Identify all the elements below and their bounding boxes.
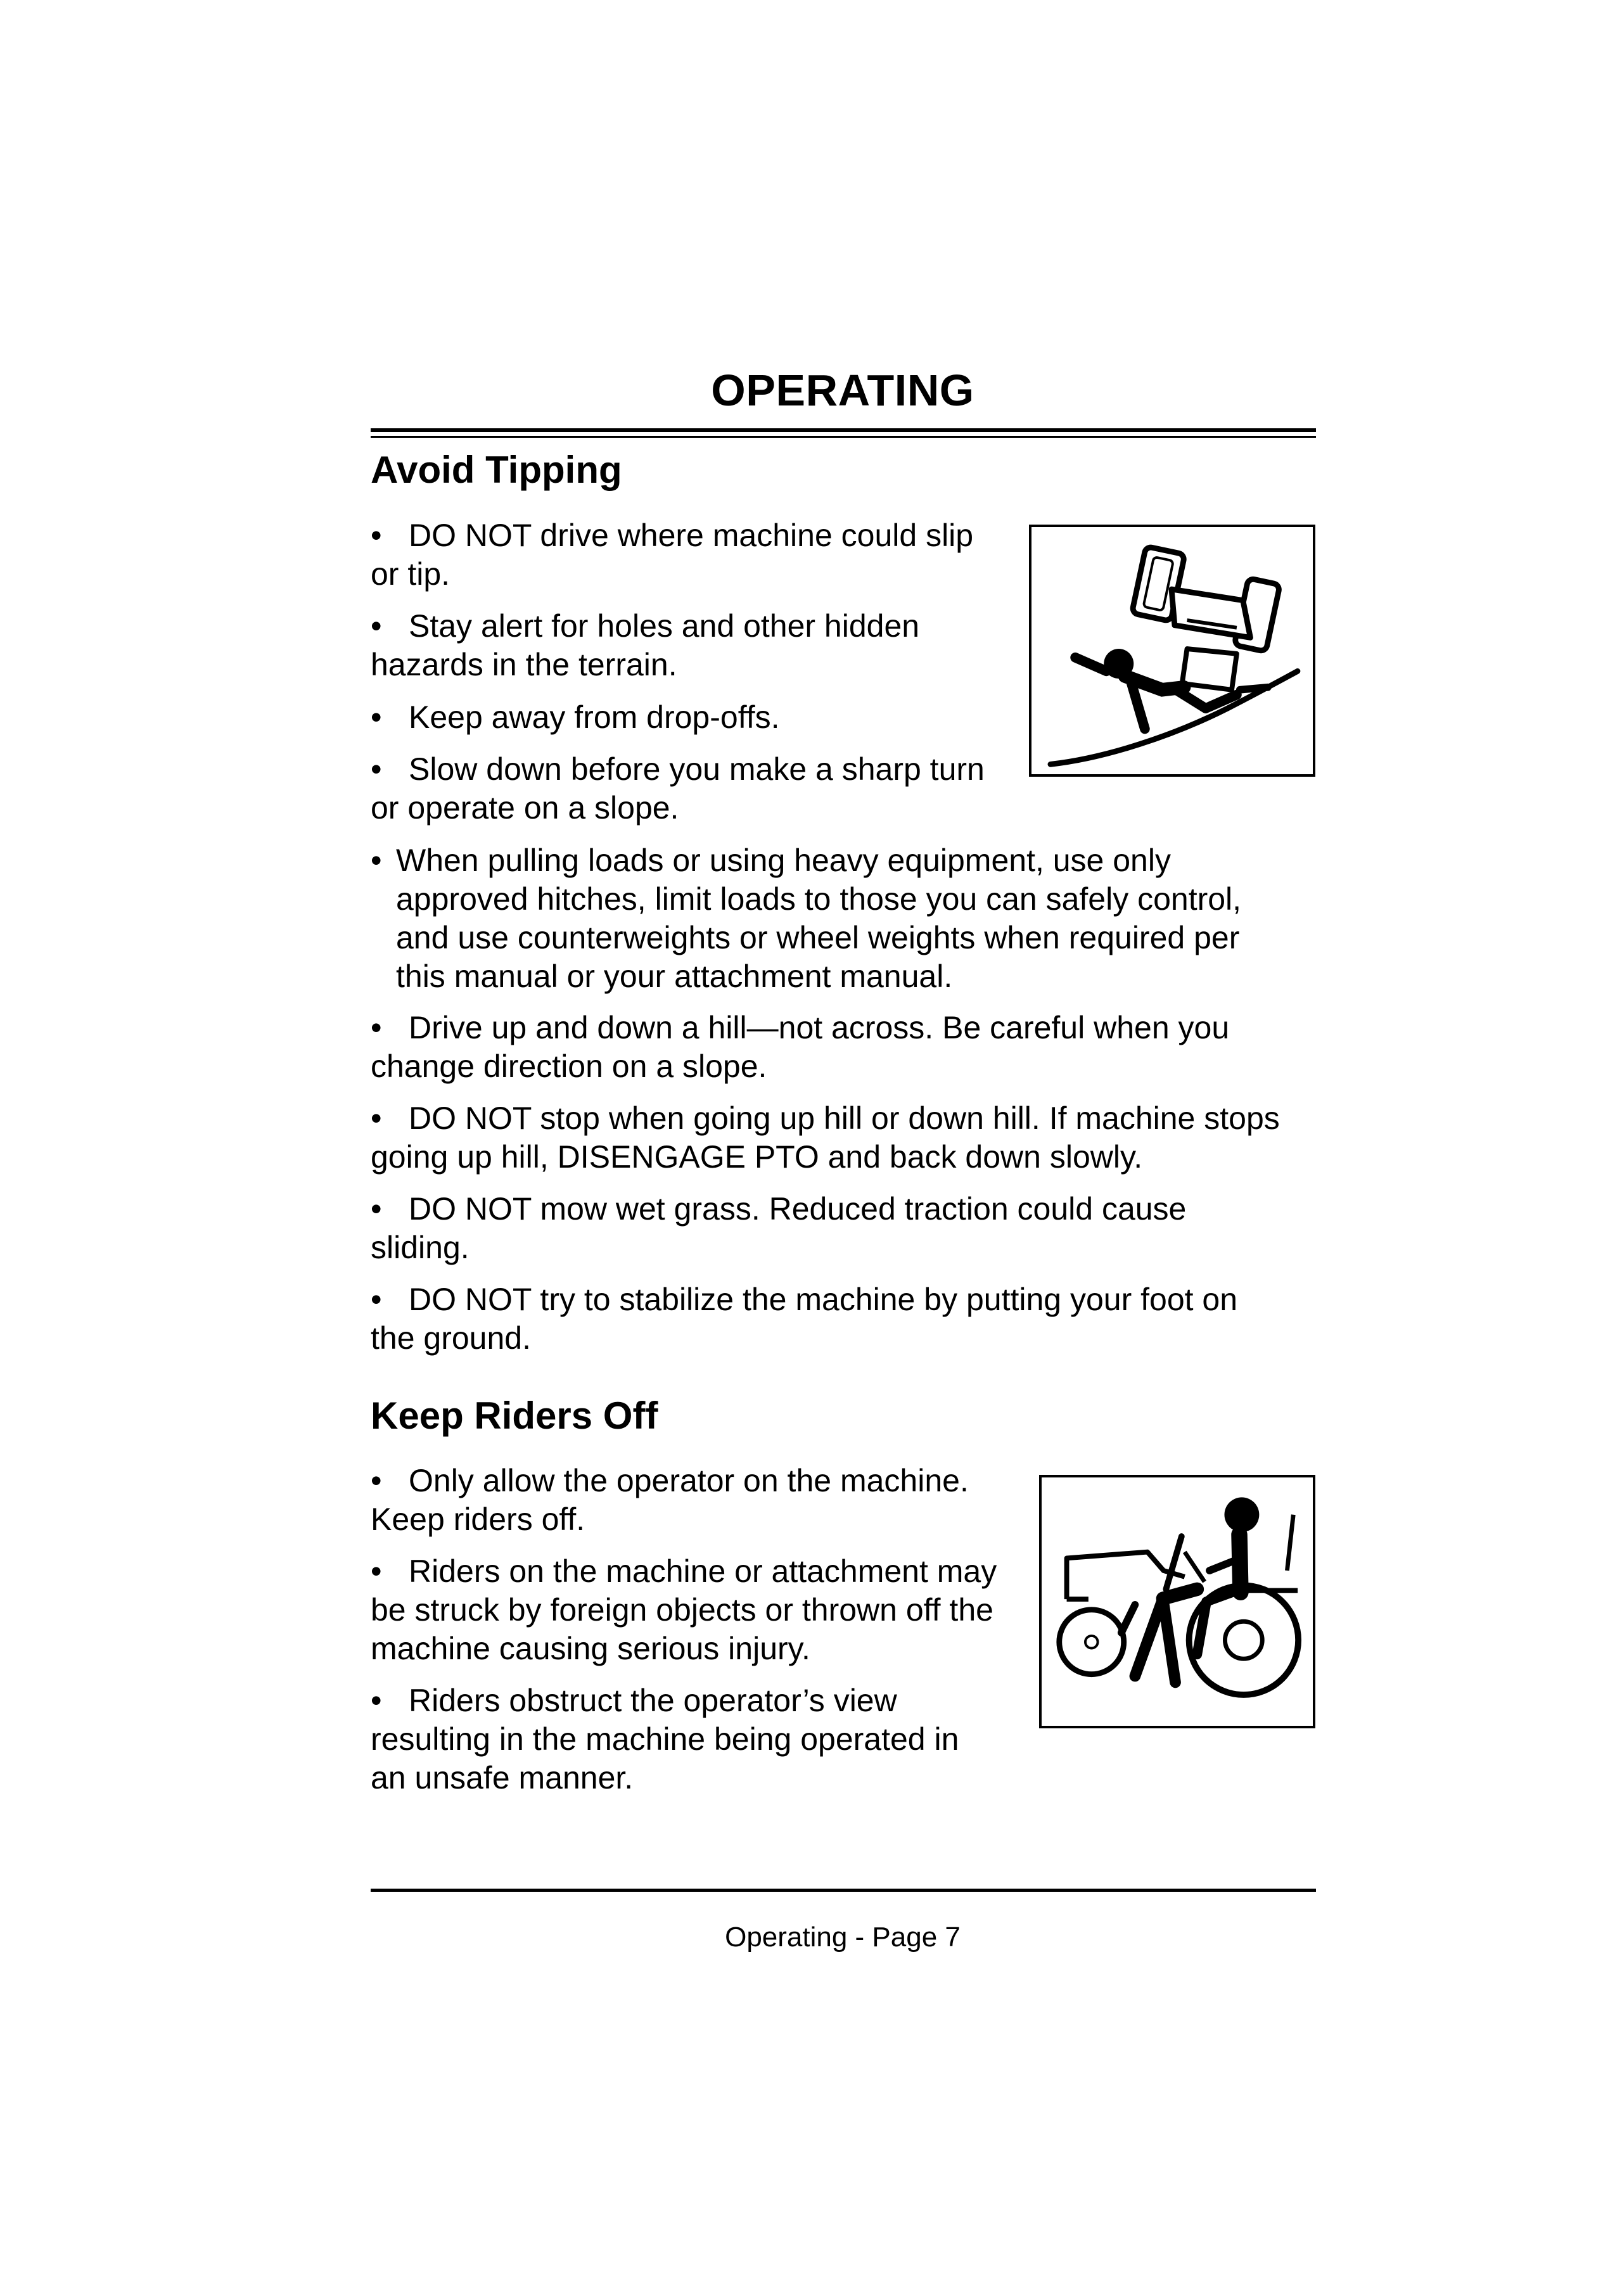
bullet-item [371, 698, 779, 737]
bullet-item [371, 841, 1241, 996]
bullet-text: Keep riders off. [371, 1502, 585, 1537]
bullet-item [371, 1681, 959, 1797]
bullet-item [371, 1190, 1186, 1267]
bullet-text: an unsafe manner. [371, 1760, 634, 1795]
bullet-marker: • [371, 843, 382, 878]
bullet-text: machine causing serious injury. [371, 1631, 810, 1666]
footer-rule [371, 1889, 1316, 1892]
bullet-item [371, 516, 973, 594]
bullet-text: this manual or your attachment manual. [396, 959, 953, 994]
bullet-text: and use counterweights or wheel weights when required per [396, 920, 1240, 955]
bullet-marker: • [371, 1010, 382, 1045]
bullet-text: going up hill, DISENGAGE PTO and back down slowly. [371, 1139, 1143, 1175]
rider-falling-off-tractor-icon [1039, 1475, 1315, 1728]
section-heading-keep-riders-off: Keep Riders Off [371, 1394, 658, 1437]
bullet-marker: • [371, 1553, 382, 1589]
bullet-text: DO NOT drive where machine could slip [409, 518, 974, 553]
bullet-marker: • [371, 699, 382, 735]
bullet-text: When pulling loads or using heavy equipment, use only [396, 843, 1171, 878]
bullet-text: change direction on a slope. [371, 1049, 767, 1084]
bullet-marker: • [371, 1463, 382, 1498]
bullet-item [371, 750, 985, 827]
title-rule-top [371, 428, 1316, 432]
bullet-marker: • [371, 1282, 382, 1317]
bullet-marker: • [371, 608, 382, 644]
bullet-item [371, 1099, 1280, 1177]
bullet-item [371, 1552, 997, 1668]
bullet-text: DO NOT mow wet grass. Reduced traction could cause [409, 1191, 1187, 1227]
bullet-item [371, 1009, 1229, 1086]
bullet-item [371, 1280, 1237, 1358]
bullet-text: or operate on a slope. [371, 790, 679, 826]
bullet-text: Riders obstruct the operator’s view [409, 1683, 897, 1718]
bullet-text: Drive up and down a hill—not across. Be careful when you [409, 1010, 1230, 1045]
title-rule-bottom [371, 436, 1316, 438]
bullet-marker: • [371, 1191, 382, 1227]
tractor-rollover-icon [1029, 525, 1315, 777]
bullet-text: resulting in the machine being operated in [371, 1721, 959, 1757]
bullet-text: Keep away from drop-offs. [409, 699, 780, 735]
bullet-item [371, 1462, 969, 1539]
bullet-marker: • [371, 518, 382, 553]
bullet-text: or tip. [371, 556, 450, 592]
bullet-marker: • [371, 751, 382, 787]
bullet-text: approved hitches, limit loads to those you can safely control, [396, 881, 1242, 917]
bullet-text: Only allow the operator on the machine. [409, 1463, 969, 1498]
bullet-text: DO NOT stop when going up hill or down hill. If machine stops [409, 1100, 1280, 1136]
section-heading-avoid-tipping: Avoid Tipping [371, 449, 622, 491]
bullet-text: Stay alert for holes and other hidden [409, 608, 920, 644]
page-footer: Operating - Page 7 [725, 1922, 961, 1953]
bullet-marker: • [371, 1683, 382, 1718]
page-title: OPERATING [711, 366, 974, 415]
bullet-text: sliding. [371, 1230, 469, 1265]
bullet-marker: • [371, 1100, 382, 1136]
bullet-text: DO NOT try to stabilize the machine by putting your foot on [409, 1282, 1238, 1317]
bullet-text: Riders on the machine or attachment may [409, 1553, 997, 1589]
bullet-text: hazards in the terrain. [371, 647, 677, 682]
bullet-item [371, 607, 919, 684]
bullet-text: Slow down before you make a sharp turn [409, 751, 985, 787]
bullet-text: be struck by foreign objects or thrown off the [371, 1592, 993, 1628]
bullet-text: the ground. [371, 1320, 531, 1356]
